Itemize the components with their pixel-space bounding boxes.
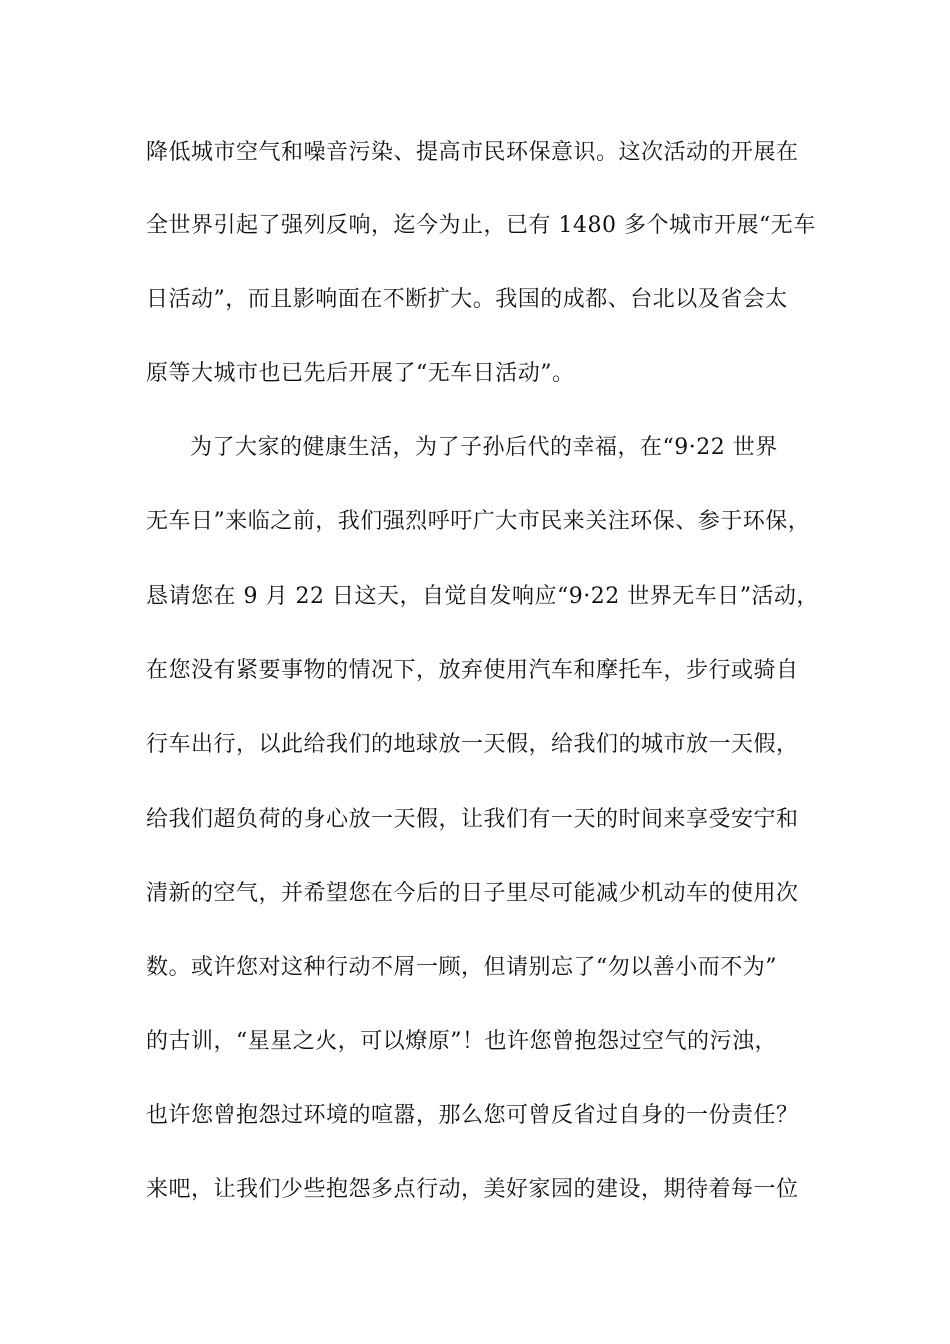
paragraph-line: 清新的空气，并希望您在今后的日子里尽可能减少机动车的使用次 (146, 881, 799, 906)
paragraph-line: 降低城市空气和噪音污染、提高市民环保意识。这次活动的开展在 (146, 140, 799, 165)
paragraph-line: 无车日”来临之前，我们强烈呼吁广大市民来关注环保、参于环保， (146, 509, 811, 534)
paragraph-line: 全世界引起了强列反响，迄今为止，已有 1480 多个城市开展“无车 (146, 213, 816, 238)
paragraph-line: 日活动”，而且影响面在不断扩大。我国的成都、台北以及省会太 (146, 287, 788, 312)
paragraph-line-indented: 为了大家的健康生活，为了子孙后代的幸福，在“9·22 世界 (190, 435, 778, 460)
paragraph-line: 行车出行，以此给我们的地球放一天假，给我们的城市放一天假， (146, 732, 799, 757)
paragraph-line: 的古训，“星星之火，可以燎原”！也许您曾抱怨过空气的污浊， (146, 1029, 777, 1054)
paragraph-line: 恳请您在 9 月 22 日这天，自觉自发响应“9·22 世界无车日”活动， (146, 584, 819, 609)
paragraph-line: 原等大城市也已先后开展了“无车日活动”。 (146, 361, 575, 386)
paragraph-line: 在您没有紧要事物的情况下，放弃使用汽车和摩托车，步行或骑自 (146, 658, 799, 683)
paragraph-line: 给我们超负荷的身心放一天假，让我们有一天的时间来享受安宁和 (146, 807, 799, 832)
paragraph-line: 也许您曾抱怨过环境的喧嚣，那么您可曾反省过自身的一份责任？ (146, 1103, 799, 1128)
paragraph-line: 数。或许您对这种行动不屑一顾，但请别忘了“勿以善小而不为” (146, 955, 777, 980)
paragraph-line: 来吧，让我们少些抱怨多点行动，美好家园的建设，期待着每一位 (146, 1177, 799, 1202)
